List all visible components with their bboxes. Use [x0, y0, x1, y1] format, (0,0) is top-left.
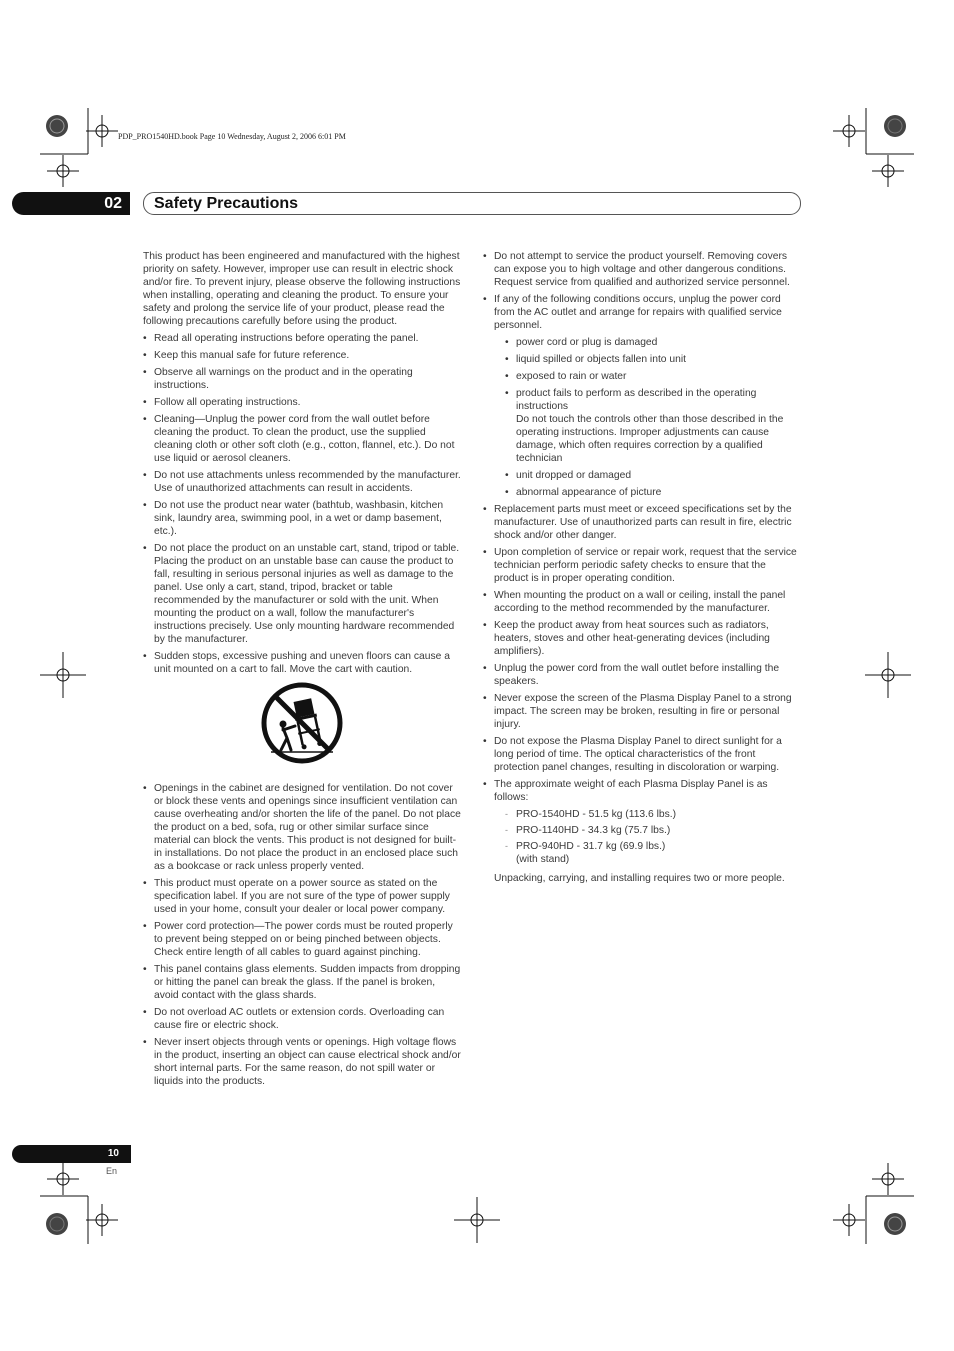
- list-item: • Do not expose the Plasma Display Panel to direct sunlight for a long period of time. The optical characteristics of the front protection panel changes, resulting in discoloration or warping.: [483, 735, 799, 774]
- chapter-title: Safety Precautions: [154, 195, 299, 212]
- weight-item: - PRO-1540HD - 51.5 kg (113.6 lbs.): [505, 808, 799, 821]
- list-item: • Do not overload AC outlets or extension cords. Overloading can cause fire or electric shock.: [143, 1006, 461, 1032]
- list-item: • Read all operating instructions before operating the panel.: [143, 332, 461, 345]
- list-item: • Do not attempt to service the product yourself. Removing covers can expose you to high voltage and other dangerous conditions. Request service from qualified and authorized service personnel.: [483, 250, 799, 289]
- print-header-line: PDP_PRO1540HD.book Page 10 Wednesday, August 2, 2006 6:01 PM: [118, 132, 346, 141]
- list-item: • Do not place the product on an unstable cart, stand, tripod or table. Placing the product on an unstable base can cause the product to fall, resulting in serious personal injuries as well as damage to the panel. Use only a cart, stand, tripod, bracket or table recommended by the manufacturer or sold with the unit. When mounting the product on a wall, follow the manufacturer's instructions precisely. Use only mounting hardware recommended by the manufacturer.: [143, 542, 461, 646]
- weights-list: [505, 808, 799, 866]
- cart-tip-over-warning-icon: [261, 682, 343, 764]
- list-item: • When mounting the product on a wall or ceiling, install the panel according to the method recommended by the manufacturer.: [483, 589, 799, 615]
- page-language: En: [106, 1166, 118, 1176]
- precautions-list-c: [483, 250, 799, 885]
- condition-item: • liquid spilled or objects fallen into unit: [505, 353, 799, 366]
- cart-warning-figure: [143, 682, 461, 768]
- condition-item: • exposed to rain or water: [505, 370, 799, 383]
- conditions-list: [505, 336, 799, 499]
- list-item: • Upon completion of service or repair work, request that the service technician perform periodic safety checks to ensure that the product is in proper operating condition.: [483, 546, 799, 585]
- list-item: • Never insert objects through vents or openings. High voltage flows in the product, inserting an object can cause electrical shock and/or short internal parts. For the same reason, do not spill water or liquids into the products.: [143, 1036, 461, 1088]
- weight-note: (with stand): [516, 854, 570, 865]
- page-number-tab: [12, 1145, 131, 1163]
- closing-note: Unpacking, carrying, and installing requires two or more people.: [494, 873, 785, 884]
- list-item: • Do not use the product near water (bathtub, washbasin, kitchen sink, laundry area, swimming pool, in a wet or damp basement, etc.).: [143, 499, 461, 538]
- right-column: [483, 250, 799, 889]
- precautions-list-a: [143, 332, 461, 676]
- weight-item: [505, 840, 799, 866]
- left-column: [143, 250, 461, 1092]
- condition-item: • abnormal appearance of picture: [505, 486, 799, 499]
- condition-item: [505, 387, 799, 465]
- list-item-weights: [483, 778, 799, 885]
- condition-text: product fails to perform as described in the operating instructions: [516, 388, 757, 412]
- intro-paragraph: This product has been engineered and manufactured with the highest priority on safety. However, improper use can result in electric shock and/or fire. To prevent injury, please observe the following instructions when installing, operating and cleaning the product. To ensure your safety and prolong the service life of your product, please read the following precautions carefully before using the product.: [143, 251, 461, 327]
- chapter-number: 02: [104, 195, 122, 212]
- weight-item: - PRO-1140HD - 34.3 kg (75.7 lbs.): [505, 824, 799, 837]
- precautions-list-b: [143, 782, 461, 1088]
- list-item: • Observe all warnings on the product and in the operating instructions.: [143, 366, 461, 392]
- list-item: • Keep this manual safe for future reference.: [143, 349, 461, 362]
- weight-text: PRO-940HD - 31.7 kg (69.9 lbs.): [516, 841, 666, 852]
- unplug-conditions-text: If any of the following conditions occurs, unplug the power cord from the AC outlet and arrange for repairs with qualified service personnel.: [494, 294, 782, 331]
- chapter-title-box: [143, 192, 801, 215]
- list-item: • Power cord protection—The power cords must be routed properly to prevent being stepped on or being pinched between objects. Check entire length of all cables to guard against pinching.: [143, 920, 461, 959]
- list-item: • Cleaning—Unplug the power cord from the wall outlet before cleaning the product. To clean the product, use the supplied cleaning cloth or other soft cloth (e.g., cotton, flannel, etc.). Do not use liquid or aerosol cleaners.: [143, 413, 461, 465]
- list-item: • Keep the product away from heat sources such as radiators, heaters, stoves and other heat-generating devices (including amplifiers).: [483, 619, 799, 658]
- list-item-unplug-conditions: [483, 293, 799, 499]
- list-item: • Sudden stops, excessive pushing and uneven floors can cause a unit mounted on a cart to fall. Move the cart with caution.: [143, 650, 461, 676]
- list-item: • This panel contains glass elements. Sudden impacts from dropping or hitting the panel can break the glass. If the panel is broken, avoid contact with the glass shards.: [143, 963, 461, 1002]
- list-item: • Follow all operating instructions.: [143, 396, 461, 409]
- condition-note: Do not touch the controls other than those described in the operating instructions. Improper adjustments can cause damage, which often requires correction by a qualified technician: [516, 414, 784, 464]
- list-item: • Unplug the power cord from the wall outlet before installing the speakers.: [483, 662, 799, 688]
- condition-item: • unit dropped or damaged: [505, 469, 799, 482]
- list-item: • Do not use attachments unless recommended by the manufacturer. Use of unauthorized attachments can result in accidents.: [143, 469, 461, 495]
- list-item: • Never expose the screen of the Plasma Display Panel to a strong impact. The screen may be broken, resulting in fire or personal injury.: [483, 692, 799, 731]
- list-item: • Openings in the cabinet are designed for ventilation. Do not cover or block these vents and openings since insufficient ventilation can cause overheating and/or shorten the life of the panel. Do not place the product on a bed, sofa, rug or other similar surface since material can block the vents. This product is not designed for built-in installations. Do not place the product in an enclosed place such as a bookcase or rack unless properly vented.: [143, 782, 461, 873]
- condition-item: • power cord or plug is damaged: [505, 336, 799, 349]
- chapter-tab: [12, 192, 130, 215]
- weights-intro: The approximate weight of each Plasma Display Panel is as follows:: [494, 779, 768, 803]
- list-item: • Replacement parts must meet or exceed specifications set by the manufacturer. Use of unauthorized parts can result in fire, electric shock and/or other danger.: [483, 503, 799, 542]
- page-number: 10: [107, 1148, 119, 1159]
- list-item: • This product must operate on a power source as stated on the specification label. If you are not sure of the type of power supply used in your home, consult your dealer or local power company.: [143, 877, 461, 916]
